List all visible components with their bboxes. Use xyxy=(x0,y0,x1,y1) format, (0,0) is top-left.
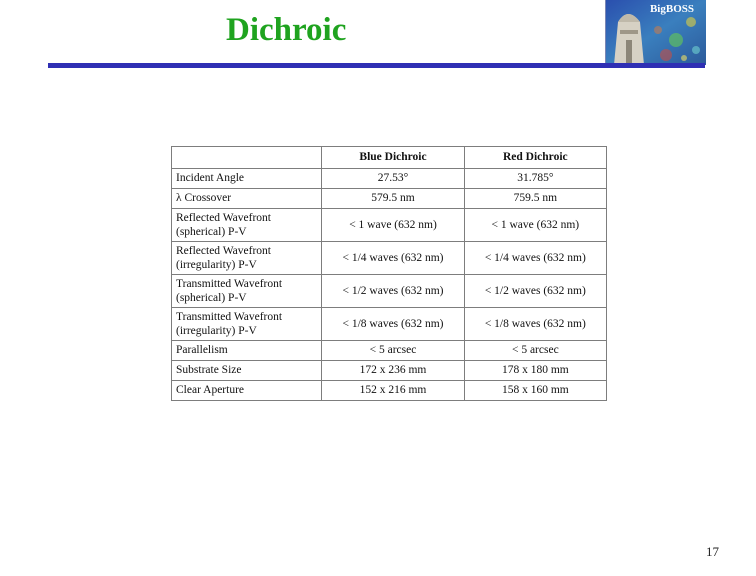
blue-value: < 1 wave (632 nm) xyxy=(322,209,464,242)
page-number: 17 xyxy=(706,544,719,559)
title-divider xyxy=(48,63,705,68)
blue-value: < 1/2 waves (632 nm) xyxy=(322,275,464,308)
red-value: 178 x 180 mm xyxy=(464,361,606,381)
blue-value: 152 x 216 mm xyxy=(322,381,464,401)
red-value: < 1/8 waves (632 nm) xyxy=(464,308,606,341)
row-label: Clear Aperture xyxy=(172,381,322,401)
blue-value: < 5 arcsec xyxy=(322,341,464,361)
blue-value: < 1/8 waves (632 nm) xyxy=(322,308,464,341)
row-label: Parallelism xyxy=(172,341,322,361)
table-row xyxy=(172,242,607,275)
table-row xyxy=(172,169,607,189)
row-label: Reflected Wavefront (spherical) P-V xyxy=(172,209,322,242)
table-row xyxy=(172,209,607,242)
row-label: λ Crossover xyxy=(172,189,322,209)
header-red-dichroic: Red Dichroic xyxy=(464,147,606,169)
row-label: Transmitted Wavefront (irregularity) P-V xyxy=(172,308,322,341)
row-label: Reflected Wavefront (irregularity) P-V xyxy=(172,242,322,275)
table-row xyxy=(172,275,607,308)
slide-title: Dichroic xyxy=(226,12,347,48)
dichroic-spec-table xyxy=(171,146,607,401)
row-label: Incident Angle xyxy=(172,169,322,189)
table-row xyxy=(172,361,607,381)
blue-value: 27.53° xyxy=(322,169,464,189)
header-blue-dichroic: Blue Dichroic xyxy=(322,147,464,169)
table-row xyxy=(172,341,607,361)
blue-value: 579.5 nm xyxy=(322,189,464,209)
red-value: < 1 wave (632 nm) xyxy=(464,209,606,242)
red-value: < 1/4 waves (632 nm) xyxy=(464,242,606,275)
header-corner-cell xyxy=(172,147,322,169)
red-value: < 5 arcsec xyxy=(464,341,606,361)
table-row xyxy=(172,189,607,209)
red-value: 759.5 nm xyxy=(464,189,606,209)
table-header-row xyxy=(172,147,607,169)
red-value: < 1/2 waves (632 nm) xyxy=(464,275,606,308)
bigboss-logo xyxy=(605,0,706,65)
blue-value: < 1/4 waves (632 nm) xyxy=(322,242,464,275)
red-value: 158 x 160 mm xyxy=(464,381,606,401)
table-row xyxy=(172,308,607,341)
red-value: 31.785° xyxy=(464,169,606,189)
logo-text: BigBOSS xyxy=(649,3,694,15)
table-row xyxy=(172,381,607,401)
row-label: Substrate Size xyxy=(172,361,322,381)
row-label: Transmitted Wavefront (spherical) P-V xyxy=(172,275,322,308)
blue-value: 172 x 236 mm xyxy=(322,361,464,381)
